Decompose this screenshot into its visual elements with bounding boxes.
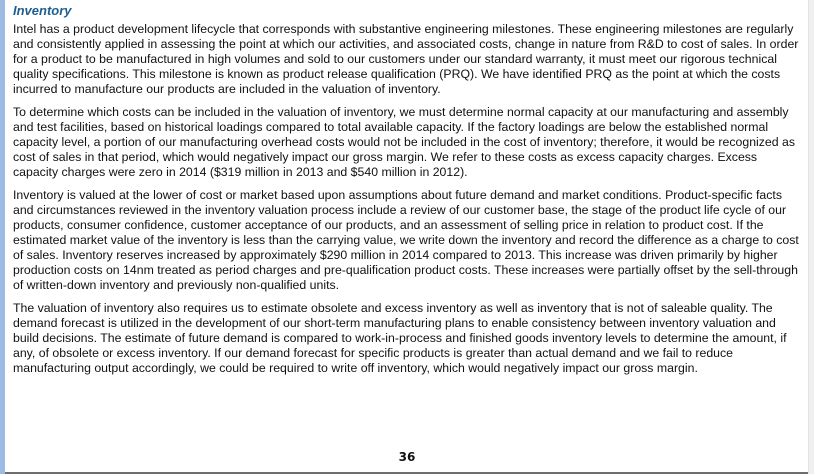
paragraph-excess-capacity: To determine which costs can be included in the valuation of inventory, we must determine normal capacity at our manufacturing and assembly and test facilities, based on historical loadings compared to total available capacity. If the factory loadings are below the established normal capacity level, a portion of our manufacturing overhead costs would not be included in the cost of inventory; therefore, it would be recognized as cost of sales in that period, which would negatively impact our gross margin. We refer to these costs as excess capacity charges. Excess capacity charges were zero in 2014 ($319 million in 2013 and $540 million in 2012).	[13, 105, 795, 179]
paragraph-prq: Intel has a product development lifecycle that corresponds with substantive engineering milestones. These engineering milestones are regularly and consistently applied in assessing the point at which our activities, and associated costs, change in nature from R&D to cost of sales. In order for a product to be manufactured in high volumes and sold to our customers under our standard warranty, it must meet our rigorous technical quality specifications. This milestone is known as product release qualification (PRQ). We have identified PRQ as the point at which the costs incurred to manufacture our products are included in the valuation of inventory.	[13, 22, 799, 96]
scrollbar-track[interactable]	[808, 0, 814, 474]
left-margin-bar	[0, 0, 5, 474]
paragraph-obsolete-inventory: The valuation of inventory also requires us to estimate obsolete and excess inventory as well as inventory that is not of saleable quality. The demand forecast is utilized in the development of our short-term manufacturing plans to enable consistency between inventory valuation and build decisions. The estimate of future demand is compared to work-in-process and finished goods inventory levels to determine the amount, if any, of obsolete or excess inventory. If our demand forecast for specific products is greater than actual demand and we fail to reduce manufacturing output accordingly, we could be required to write off inventory, which would negatively impact our gross margin.	[13, 301, 787, 375]
paragraph-lower-of-cost: Inventory is valued at the lower of cost or market based upon assumptions about future demand and market conditions. Product-specific facts and circumstances reviewed in the inventory valuation process include a review of our customer base, the stage of the product life cycle of our products, consumer confidence, customer acceptance of our products, and an assessment of selling price in relation to product cost. If the estimated market value of the inventory is less than the carrying value, we write down the inventory and record the difference as a charge to cost of sales. Inventory reserves increased by approximately $290 million in 2014 compared to 2013. This increase was driven primarily by higher production costs on 14nm treated as period charges and pre-qualification product costs. These increases were partially offset by the sell-through of written-down inventory and previously non-qualified units.	[13, 188, 799, 292]
page-number: 36	[398, 450, 416, 464]
inventory-section	[13, 2, 803, 384]
section-heading: Inventory	[13, 3, 72, 18]
